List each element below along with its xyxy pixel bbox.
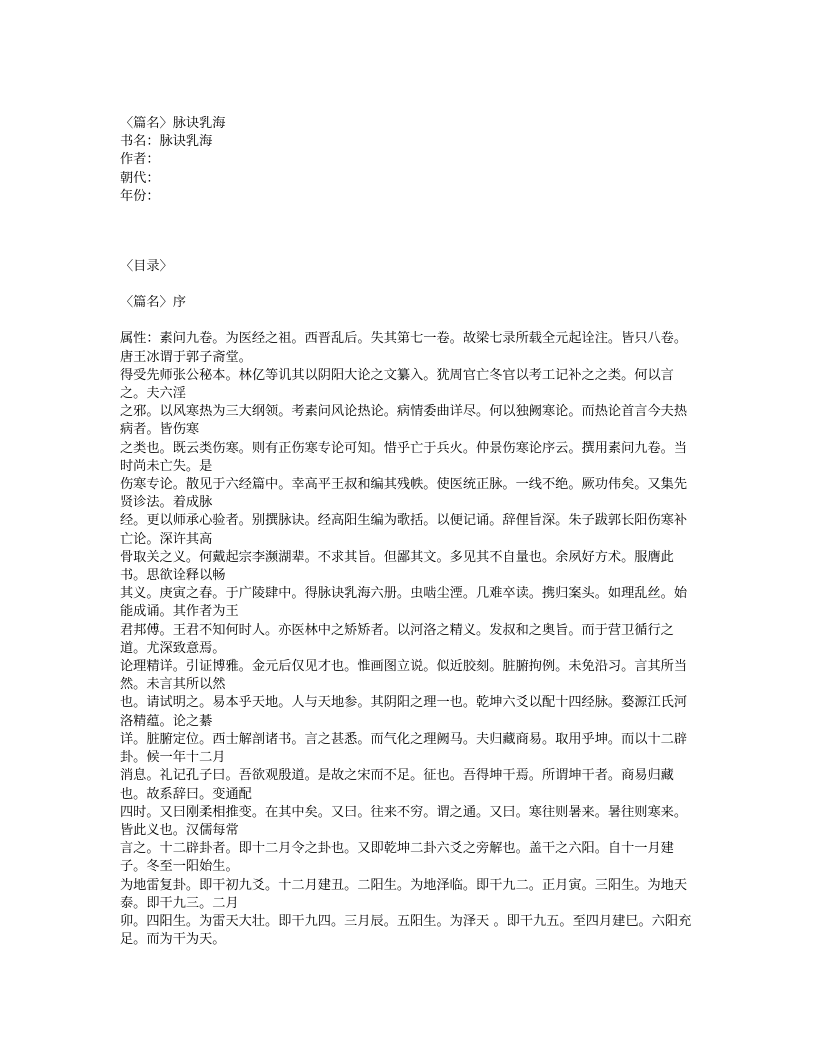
paragraph: 骨取关之义。何戴起宗李濒湖辈。不求其旨。但鄙其文。多见其不自量也。余夙好方术。服膺此书。思欲诠释以畅 bbox=[120, 549, 674, 584]
paragraph: 属性：素问九卷。为医经之祖。西晋乱后。失其第七一卷。故梁七录所载全元起诠注。皆只八卷。唐王冰谓于郭子斋堂。 bbox=[120, 331, 688, 365]
paragraph: 卯。四阳生。为雷天大壮。即干九四。三月辰。五阳生。为泽天 。即干九五。至四月建巳。六阳充足。而为干为天。 bbox=[120, 913, 692, 948]
book-name-line: 书名：脉诀乳海 bbox=[120, 134, 213, 150]
paragraph: 得受先师张公秘本。林亿等讥其以阴阳大论之文纂入。犹周官亡冬官以考工记补之之类。何以言之。夫六淫 bbox=[120, 367, 674, 402]
dynasty-line: 朝代： bbox=[120, 170, 160, 186]
paragraph: 详。脏腑定位。西士解剖诸书。言之甚悉。而气化之理阙马。夫归藏商易。取用乎坤。而以十二辟卦。候一年十二月 bbox=[120, 731, 688, 766]
author-line: 作者： bbox=[120, 152, 160, 168]
paragraph: 论理精详。引证博雅。金元后仅见才也。惟画图立说。似近胶刻。脏腑拘例。未免沿习。言其所当然。未言其所以然 bbox=[120, 659, 688, 693]
toc-heading: 〈目录〉 bbox=[120, 259, 173, 275]
paragraph: 言之。十二辟卦者。即十二月令之卦也。又即乾坤二卦六爻之旁解也。盖干之六阳。自十一月建子。冬至一阳始生。 bbox=[120, 841, 674, 875]
section-body bbox=[120, 330, 698, 949]
paragraph: 君邦傅。王君不知何时人。亦医林中之矫矫者。以河洛之精义。发叔和之奥旨。而于营卫循行之道。尤深致意焉。 bbox=[120, 622, 674, 656]
spacer bbox=[120, 276, 698, 294]
paragraph: 之邪。以风寒热为三大纲领。考素问风论热论。病情委曲详尽。何以独阙寒论。而热论首言今夫热病者。皆伤寒 bbox=[120, 404, 688, 438]
paragraph: 之类也。既云类伤寒。则有正伤寒专论可知。惜乎亡于兵火。仲景伤寒论序云。撰用素问九卷。当时尚未亡失。是 bbox=[120, 440, 688, 474]
paragraph: 消息。礼记孔子曰。吾欲观殷道。是故之宋而不足。征也。吾得坤干焉。所谓坤干者。商易归藏也。故系辞曰。变通配 bbox=[120, 768, 674, 802]
paragraph: 为地雷复卦。即干初九爻。十二月建丑。二阳生。为地泽临。即干九二。正月寅。三阳生。为地天泰。即干九三。二月 bbox=[120, 877, 688, 911]
paragraph: 伤寒专论。散见于六经篇中。幸高平王叔和编其残帙。使医统正脉。一线不绝。厥功伟矣。又集先贤诊法。着成脉 bbox=[120, 477, 688, 511]
year-line: 年份： bbox=[120, 188, 160, 204]
document-page bbox=[120, 115, 698, 949]
spacer bbox=[120, 206, 698, 258]
title-line: 〈篇名〉脉诀乳海 bbox=[120, 116, 226, 131]
paragraph: 也。请试明之。易本乎天地。人与天地参。其阴阳之理一也。乾坤六爻以配十四经脉。婺源江氏河洛精蕴。论之綦 bbox=[120, 695, 688, 729]
section-heading: 〈篇名〉序 bbox=[120, 295, 186, 311]
paragraph: 经。更以师承心验者。别撰脉诀。经高阳生编为歌括。以便记诵。辞俚旨深。朱子跋郭长阳伤寒补亡论。深许其高 bbox=[120, 513, 688, 547]
spacer bbox=[120, 312, 698, 330]
paragraph: 其义。庚寅之春。于广陵肆中。得脉诀乳海六册。虫啮尘湮。几难卒读。携归案头。如理乱丝。始能成诵。其作者为王 bbox=[120, 586, 688, 620]
paragraph: 四时。又曰刚柔相推变。在其中矣。又曰。往来不穷。谓之通。又曰。寒往则暑来。暑往则寒来。皆此义也。汉儒每常 bbox=[120, 804, 688, 838]
